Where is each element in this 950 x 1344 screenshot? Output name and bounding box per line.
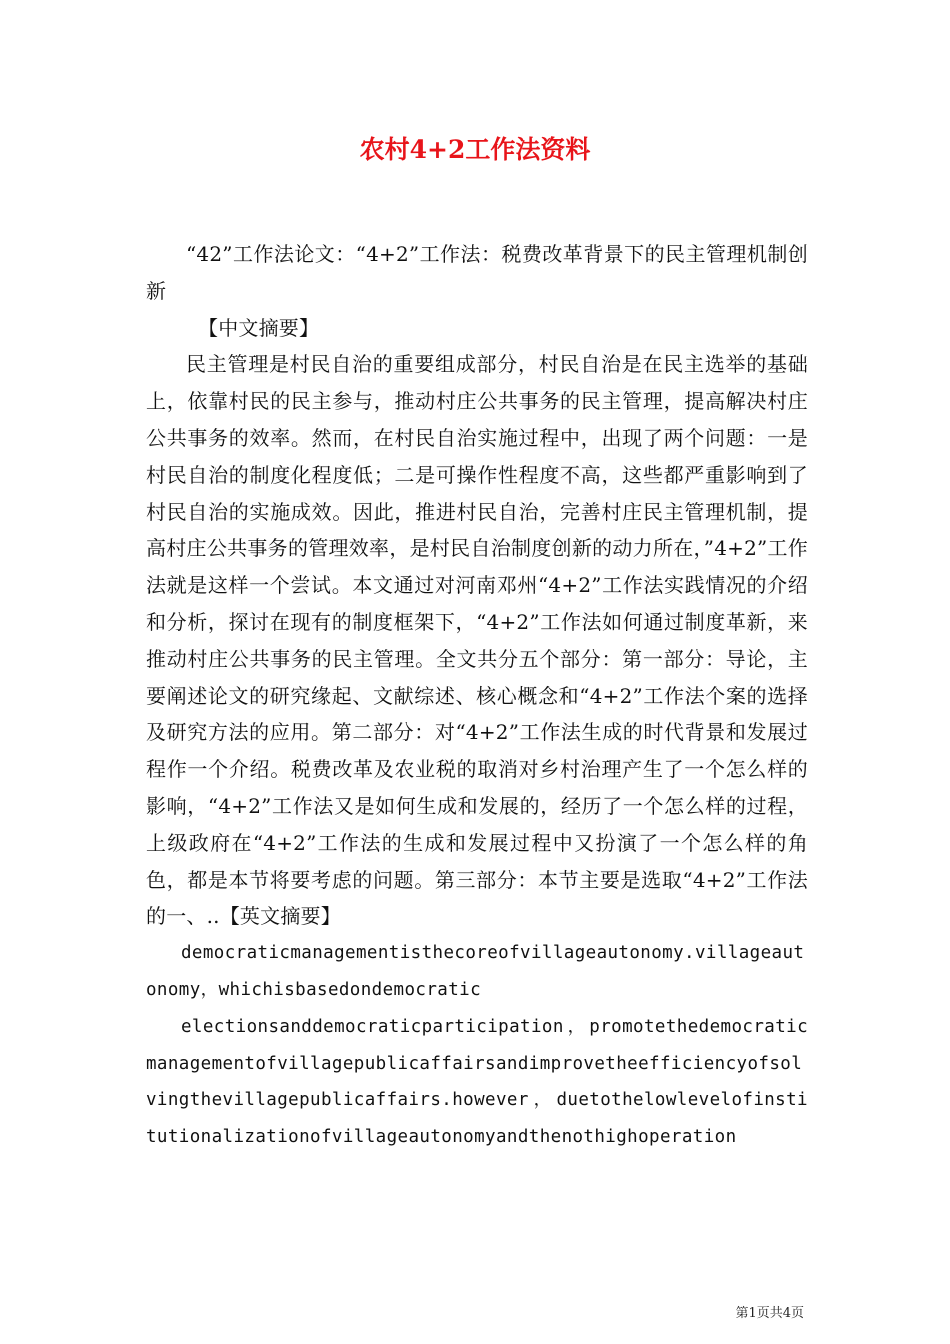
paragraph-article-title: “42”工作法论文：“4+2”工作法：税费改革背景下的民主管理机制创新 (146, 242, 808, 303)
document-title: 农村4+2工作法资料 (359, 135, 591, 164)
paragraph-english-abstract-1: democraticmanagementisthecoreofvillageautonomy.villageautonomy，whichisbasedondemocratic (146, 943, 805, 1000)
paragraph-english-abstract-2: electionsanddemocraticparticipation，promotethedemocraticmanagementofvillagepublicaffairsandimprovetheefficiencyofsolvingthevillagepublicaffairs.however，duetothelowlevelofinstitutionalizationofvillageautonomyandthenothighoperation (146, 1016, 808, 1148)
paragraph-chinese-abstract: 民主管理是村民自治的重要组成部分，村民自治是在民主选举的基础上，依靠村民的民主参与，推动村庄公共事务的民主管理，提高解决村庄公共事务的效率。然而，在村民自治实施过程中，出现了两个问题：一是村民自治的制度化程度低；二是可操作性程度不高，这些都严重影响到了村民自治的实施成效。因此，推进村民自治，完善村庄民主管理机制，提高村庄公共事务的管理效率，是村民自治制度创新的动力所在，”4+2”工作法就是这样一个尝试。本文通过对河南邓州“4+2”工作法实践情况的介绍和分析，探讨在现有的制度框架下，“4+2”工作法如何通过制度革新，来推动村庄公共事务的民主管理。全文共分五个部分：第一部分：导论，主要阐述论文的研究缘起、文献综述、核心概念和“4+2”工作法个案的选择及研究方法的应用。第二部分：对“4+2”工作法生成的时代背景和发展过程作一个介绍。税费改革及农业税的取消对乡村治理产生了一个怎么样的影响，“4+2”工作法又是如何生成和发展的，经历了一个怎么样的过程，上级政府在“4+2”工作法的生成和发展过程中又扮演了一个怎么样的角色，都是本节将要考虑的问题。第三部分：本节主要是选取“4+2”工作法的一、..【英文摘要】 (146, 352, 808, 929)
document-body (146, 236, 808, 1156)
paragraph-chinese-abstract-heading: 【中文摘要】 (198, 315, 320, 340)
page-number-footer: 第1页共4页 (735, 1306, 804, 1321)
